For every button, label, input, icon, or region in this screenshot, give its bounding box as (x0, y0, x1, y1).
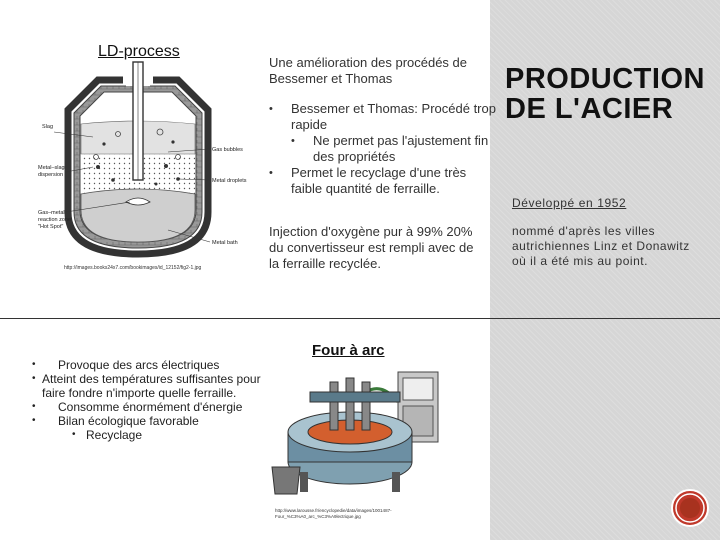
section-divider (0, 318, 720, 319)
ld-converter-diagram (38, 62, 247, 267)
arc-furnace-title: Four à arc (312, 342, 385, 359)
next-slide-icon[interactable] (670, 488, 710, 528)
label-gas-bubbles: Gas bubbles (212, 147, 243, 153)
ld-image-source[interactable]: http://images.books24x7.com/bookimages/id_12152/fig2-1.jpg (64, 265, 202, 271)
arc-furnace-illustration (270, 362, 445, 502)
intro-sub-bullet: • Ne permet pas l'ajustement fin des propriétés (291, 133, 489, 164)
label-metal-bath: Metal bath (212, 240, 238, 246)
label-dispersion: dispersion (38, 172, 64, 178)
intro-bullets (269, 101, 499, 197)
arc-furnace-list (32, 358, 262, 442)
arc-sub-item: • Recyclage (72, 428, 143, 442)
intro-block (269, 55, 499, 197)
intro-text: Une amélioration des procédés de Bessemer et Thomas (269, 55, 468, 86)
label-gas-metal: Gas–metal (38, 210, 65, 216)
ld-process-title: LD-process (98, 43, 180, 60)
intro-bullet-1: • Bessemer et Thomas: Procédé trop rapide (269, 101, 496, 132)
page-title: PRODUCTION DE L'ACIER (505, 63, 705, 125)
label-metal-droplets: Metal droplets (212, 178, 247, 184)
arc-image-source[interactable]: http://www.larousse.fr/encyclopedie/data/images/1001487-Four_%C3%A0_arc_%C3%A9lectrique.jpg (275, 508, 392, 519)
intro-bullet-2: • Permet le recyclage d'une très faible quantité de ferraille. (269, 165, 467, 196)
named-text: nommé d'après les villes autrichiennes Linz et Donawitz où il a été mis au point. (512, 224, 690, 268)
label-metal-slag: Metal–slag (38, 165, 65, 171)
developed-date: Développé en 1952 (512, 196, 627, 210)
arc-item-3: • Consomme énormément d'énergie (32, 400, 243, 414)
label-hot-spot: "Hot Spot" (38, 224, 64, 230)
injection-text: Injection d'oxygène pur à 99% 20% du convertisseur est rempli avec de la ferraille recyclée. (269, 224, 474, 271)
label-slag: Slag (42, 124, 54, 130)
arc-item-1: • Provoque des arcs électriques (32, 358, 220, 372)
arc-item-4: • Bilan écologique favorable (32, 414, 199, 428)
label-reaction-zone: reaction zone (38, 217, 72, 223)
arc-item-2: • Atteint des températures suffisantes pour faire fondre n'importe quelle ferraille. (32, 372, 261, 400)
